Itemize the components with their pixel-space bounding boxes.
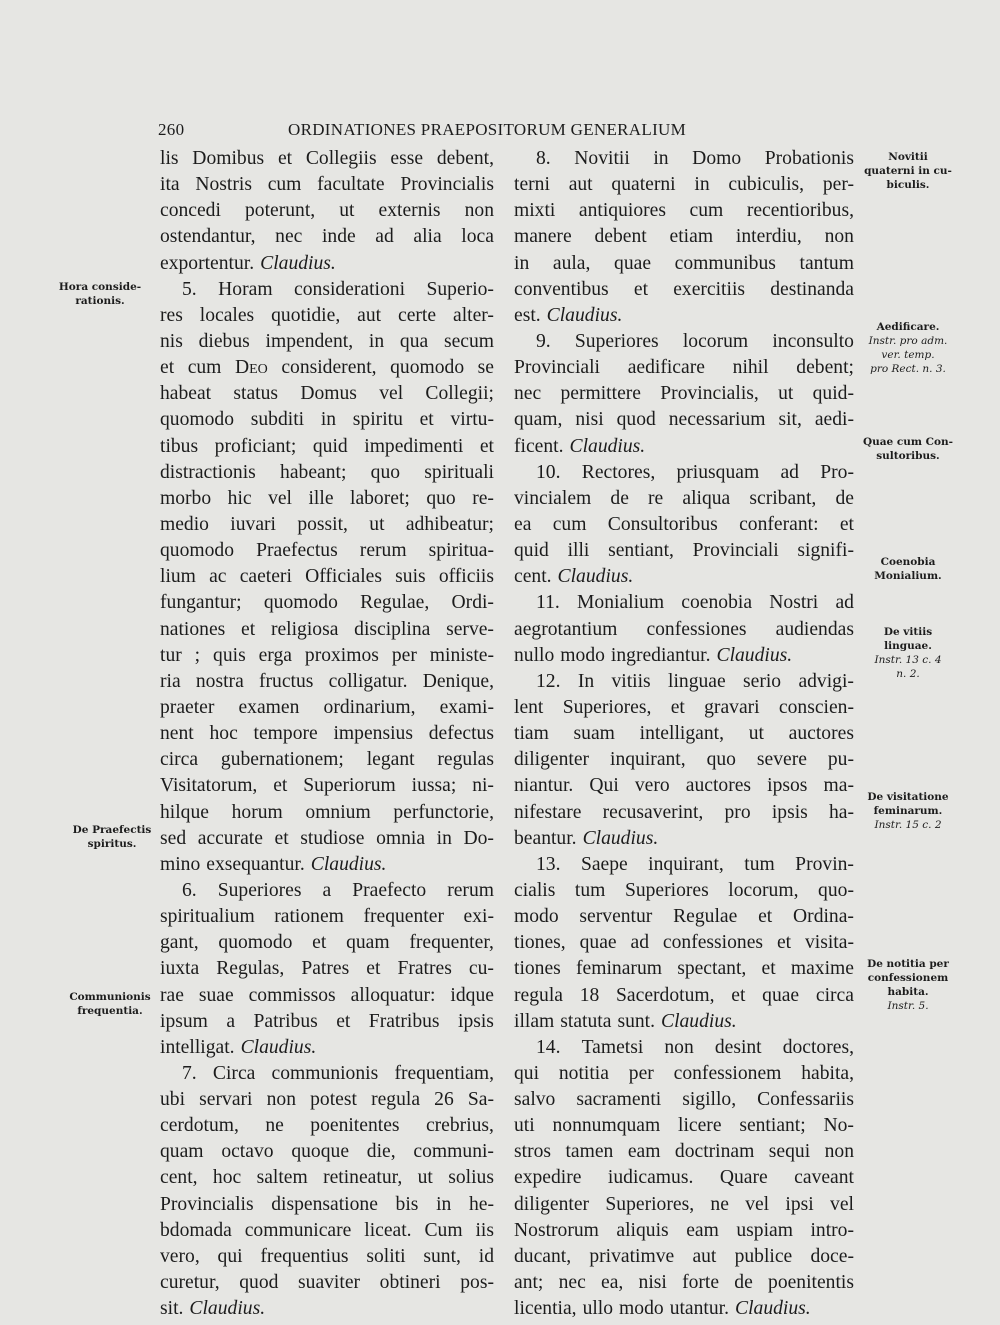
text-line: terni aut quaterni in cubiculis, per-	[514, 174, 854, 196]
text-line: gant, quomodo et quam frequenter,	[160, 932, 494, 954]
text-line: ficent. Claudius.	[514, 435, 646, 457]
text-line: ducant, privatimve aut publice doce-	[514, 1245, 854, 1267]
text-line: illam statuta sunt. Claudius.	[514, 1010, 737, 1032]
margin-note-line: quaterni in cu-	[864, 165, 952, 177]
margin-note-reference: Instr. 15 c. 2	[874, 819, 942, 831]
text-line: praeter examen ordinarium, exami-	[160, 696, 494, 718]
text-line: tiones feminarum spectant, et maxime	[514, 958, 854, 980]
text-line: cent. Claudius.	[514, 566, 634, 588]
margin-note-reference: n. 2.	[896, 668, 920, 680]
margin-note	[858, 555, 958, 583]
text-line: beantur. Claudius.	[514, 827, 659, 849]
text-line: in aula, quae communibus tantum	[514, 252, 854, 274]
text-line: tiones, quae ad confessiones et visita-	[514, 932, 854, 954]
page-header	[158, 120, 858, 140]
text-line: iuxta Regulas, Patres et Fratres cu-	[160, 958, 494, 980]
text-line: stros tamen eam doctrinam sequi non	[514, 1141, 854, 1163]
text-line: mino exsequantur. Claudius.	[160, 853, 387, 875]
text-line: tiam suam intelligant, ut auctores	[514, 723, 854, 745]
margin-note	[858, 150, 958, 192]
margin-note-reference: ver. temp.	[881, 349, 935, 361]
margin-note-line: Novitii	[888, 151, 928, 163]
text-line: vincialem de re aliqua scribant, de	[514, 487, 854, 509]
text-line: aegrotantium confessiones audiendas	[514, 618, 854, 640]
text-line: 10. Rectores, priusquam ad Pro-	[536, 461, 854, 483]
margin-note-line: rationis.	[75, 295, 125, 307]
text-line: 5. Horam considerationi Superio-	[182, 278, 494, 300]
text-line: distractionis habeant; quo spirituali	[160, 461, 494, 483]
text-line: licentia, ullo modo utantur. Claudius.	[514, 1298, 811, 1320]
margin-note	[858, 435, 958, 463]
margin-note	[858, 625, 958, 681]
margin-note	[62, 823, 162, 851]
margin-note-line: Quae cum Con-	[862, 436, 954, 448]
text-line: medio iuvari possit, ut adhibeatur;	[160, 513, 494, 535]
text-line: tibus proficiant; quid impedimenti et	[160, 435, 494, 457]
text-line: lis Domibus et Collegiis esse debent,	[160, 148, 494, 169]
text-line: niantur. Qui vero auctores ipsos ma-	[514, 775, 854, 797]
text-line: intelligat. Claudius.	[160, 1036, 317, 1058]
text-line: 12. In vitiis linguae serio advigi-	[536, 670, 854, 692]
text-line: manere debent etiam interdiu, non	[514, 226, 854, 248]
text-line: concedi poterunt, ut externis non	[160, 200, 494, 222]
text-line: morbo hic vel ille laboret; quo re-	[160, 487, 494, 509]
margin-note-line: Coenobia	[880, 556, 936, 568]
text-line: nent hoc tempore impensius defectus	[160, 723, 494, 745]
margin-note-line: Monialium.	[874, 570, 942, 582]
text-line: sit. Claudius.	[160, 1298, 266, 1320]
margin-note-line: biculis.	[886, 179, 930, 191]
text-line: expedire iudicamus. Quare caveant	[514, 1167, 854, 1189]
margin-note-reference: Instr. 5.	[887, 1000, 929, 1012]
text-line: diligenter Superiores, ne vel ipsi vel	[514, 1193, 854, 1215]
text-line: regula 18 Sacerdotum, et quae circa	[514, 984, 854, 1006]
text-line: circa gubernationem; legant regulas	[160, 749, 494, 771]
margin-note-line: linguae.	[884, 640, 932, 652]
margin-note-line: confessionem	[867, 972, 949, 984]
margin-note	[858, 790, 958, 832]
margin-note-line: habita.	[887, 986, 929, 998]
margin-note-line: De notitia per	[867, 958, 949, 970]
text-line: est. Claudius.	[514, 304, 623, 326]
margin-note-line: Hora conside-	[58, 281, 142, 293]
text-line: salvo sacramenti sigillo, Confessariis	[514, 1089, 854, 1111]
text-line: Nostrorum aliquis eam uspiam intro-	[514, 1219, 854, 1241]
text-line: nis diebus impendent, in qua secum	[160, 330, 494, 352]
text-line: nullo modo ingrediantur. Claudius.	[514, 644, 793, 666]
text-line: 6. Superiores a Praefecto rerum	[182, 879, 494, 901]
text-line: quomodo subditi in spiritu et virtu-	[160, 409, 494, 431]
text-line: hilque horum omnium perfunctorie,	[160, 801, 494, 823]
text-line: ita Nostris cum facultate Provincialis	[160, 174, 494, 196]
margin-note-line: frequentia.	[77, 1005, 143, 1017]
margin-note-line: De vitiis	[883, 626, 933, 638]
margin-note-line: Communionis	[69, 991, 151, 1003]
margin-note-reference: Instr. 13 c. 4	[874, 654, 942, 666]
margin-note	[858, 957, 958, 1013]
text-line: modo serventur Regulae et Ordina-	[514, 906, 854, 928]
text-line: ant; nec ea, nisi forte de poenitentis	[514, 1272, 854, 1294]
margin-note	[60, 990, 160, 1018]
text-line: tur ; quis erga proximos per ministe-	[160, 644, 494, 666]
margin-note-line: spiritus.	[87, 838, 137, 850]
text-line: Provinciali aedificare nihil debent;	[514, 357, 854, 379]
text-line: ea cum Consultoribus conferant: et	[514, 513, 854, 535]
running-title: ORDINATIONES PRAEPOSITORUM GENERALIUM	[288, 120, 687, 139]
text-line: lent Superiores, et gravari conscien-	[514, 696, 854, 718]
text-line: 9. Superiores locorum inconsulto	[536, 330, 854, 352]
margin-note-reference: pro Rect. n. 3.	[870, 363, 946, 375]
text-line: res locales quotidie, aut certe alter-	[160, 304, 494, 326]
text-line: fungantur; quomodo Regulae, Ordi-	[160, 592, 494, 614]
text-line: ostendantur, nec inde ad alia loca	[160, 226, 494, 248]
text-line: qui notitia per confessionem habita,	[514, 1062, 854, 1084]
text-line: exportentur. Claudius.	[160, 252, 336, 274]
text-line: ipsum a Patribus et Fratribus ipsis	[160, 1010, 494, 1032]
left-text-column	[160, 146, 494, 1322]
text-line: ubi servari non potest regula 26 Sa-	[160, 1089, 494, 1111]
text-line: quam octavo quoque die, communi-	[160, 1141, 494, 1163]
text-line: 14. Tametsi non desint doctores,	[536, 1036, 854, 1058]
text-line: vero, qui frequentius soliti sunt, id	[160, 1245, 494, 1267]
text-line: uti nonnumquam licere sentiant; No-	[514, 1115, 854, 1137]
text-line: bdomada communicare liceat. Cum iis	[160, 1219, 494, 1241]
text-line: quid illi sentiant, Provinciali signifi-	[514, 540, 854, 562]
text-line: quomodo Praefectus rerum spiritua-	[160, 540, 494, 562]
margin-note-reference: Instr. pro adm.	[868, 335, 948, 347]
margin-note-line: Aedificare.	[876, 321, 940, 333]
text-line: Provincialis dispensatione bis in he-	[160, 1193, 494, 1215]
text-line: mixti antiquiores cum recentioribus,	[514, 200, 854, 222]
text-line: 8. Novitii in Domo Probationis	[536, 148, 854, 169]
text-line: 11. Monialium coenobia Nostri ad	[536, 592, 854, 614]
text-line: et cum Deo considerent, quomodo se	[160, 357, 494, 379]
text-line: nec permittere Provincialis, ut quid-	[514, 383, 854, 405]
text-line: spiritualium rationem frequenter exi-	[160, 906, 494, 928]
text-line: diligenter inquirant, quo severe pu-	[514, 749, 854, 771]
margin-note	[858, 320, 958, 376]
text-line: cialis tum Superiores locorum, quo-	[514, 879, 854, 901]
text-line: Visitatorum, et Superiorum iussa; ni-	[160, 775, 494, 797]
margin-note-line: sultoribus.	[876, 450, 940, 462]
text-line: conventibus et exercitiis destinanda	[514, 278, 854, 300]
right-text-column	[514, 146, 854, 1322]
text-line: habeat status Domus vel Collegii;	[160, 383, 494, 405]
text-line: cerdotum, ne poenitentes crebrius,	[160, 1115, 494, 1137]
margin-note	[50, 280, 150, 308]
margin-note-line: De visitatione	[867, 791, 949, 803]
margin-note-line: De Praefectis	[72, 824, 152, 836]
text-line: curetur, quod suaviter obtineri pos-	[160, 1272, 494, 1294]
text-line: 13. Saepe inquirant, tum Provin-	[536, 853, 854, 875]
text-line: 7. Circa communionis frequentiam,	[182, 1062, 494, 1084]
text-line: ria nostra fructus colligatur. Denique,	[160, 670, 494, 692]
text-line: quam, nisi quod necessarium sit, aedi-	[514, 409, 854, 431]
text-line: rae suae commissos alloquatur: idque	[160, 984, 494, 1006]
text-line: nifestare recusaverint, pro ipsis ha-	[514, 801, 854, 823]
page-number: 260	[158, 120, 185, 139]
margin-note-line: feminarum.	[873, 805, 943, 817]
text-line: lium ac caeteri Officiales suis officiis	[160, 566, 494, 588]
text-line: sed accurate et studiose omnia in Do-	[160, 827, 494, 849]
text-line: cent, hoc saltem retineatur, ut solius	[160, 1167, 494, 1189]
text-line: nationes et religiosa disciplina serve-	[160, 618, 494, 640]
